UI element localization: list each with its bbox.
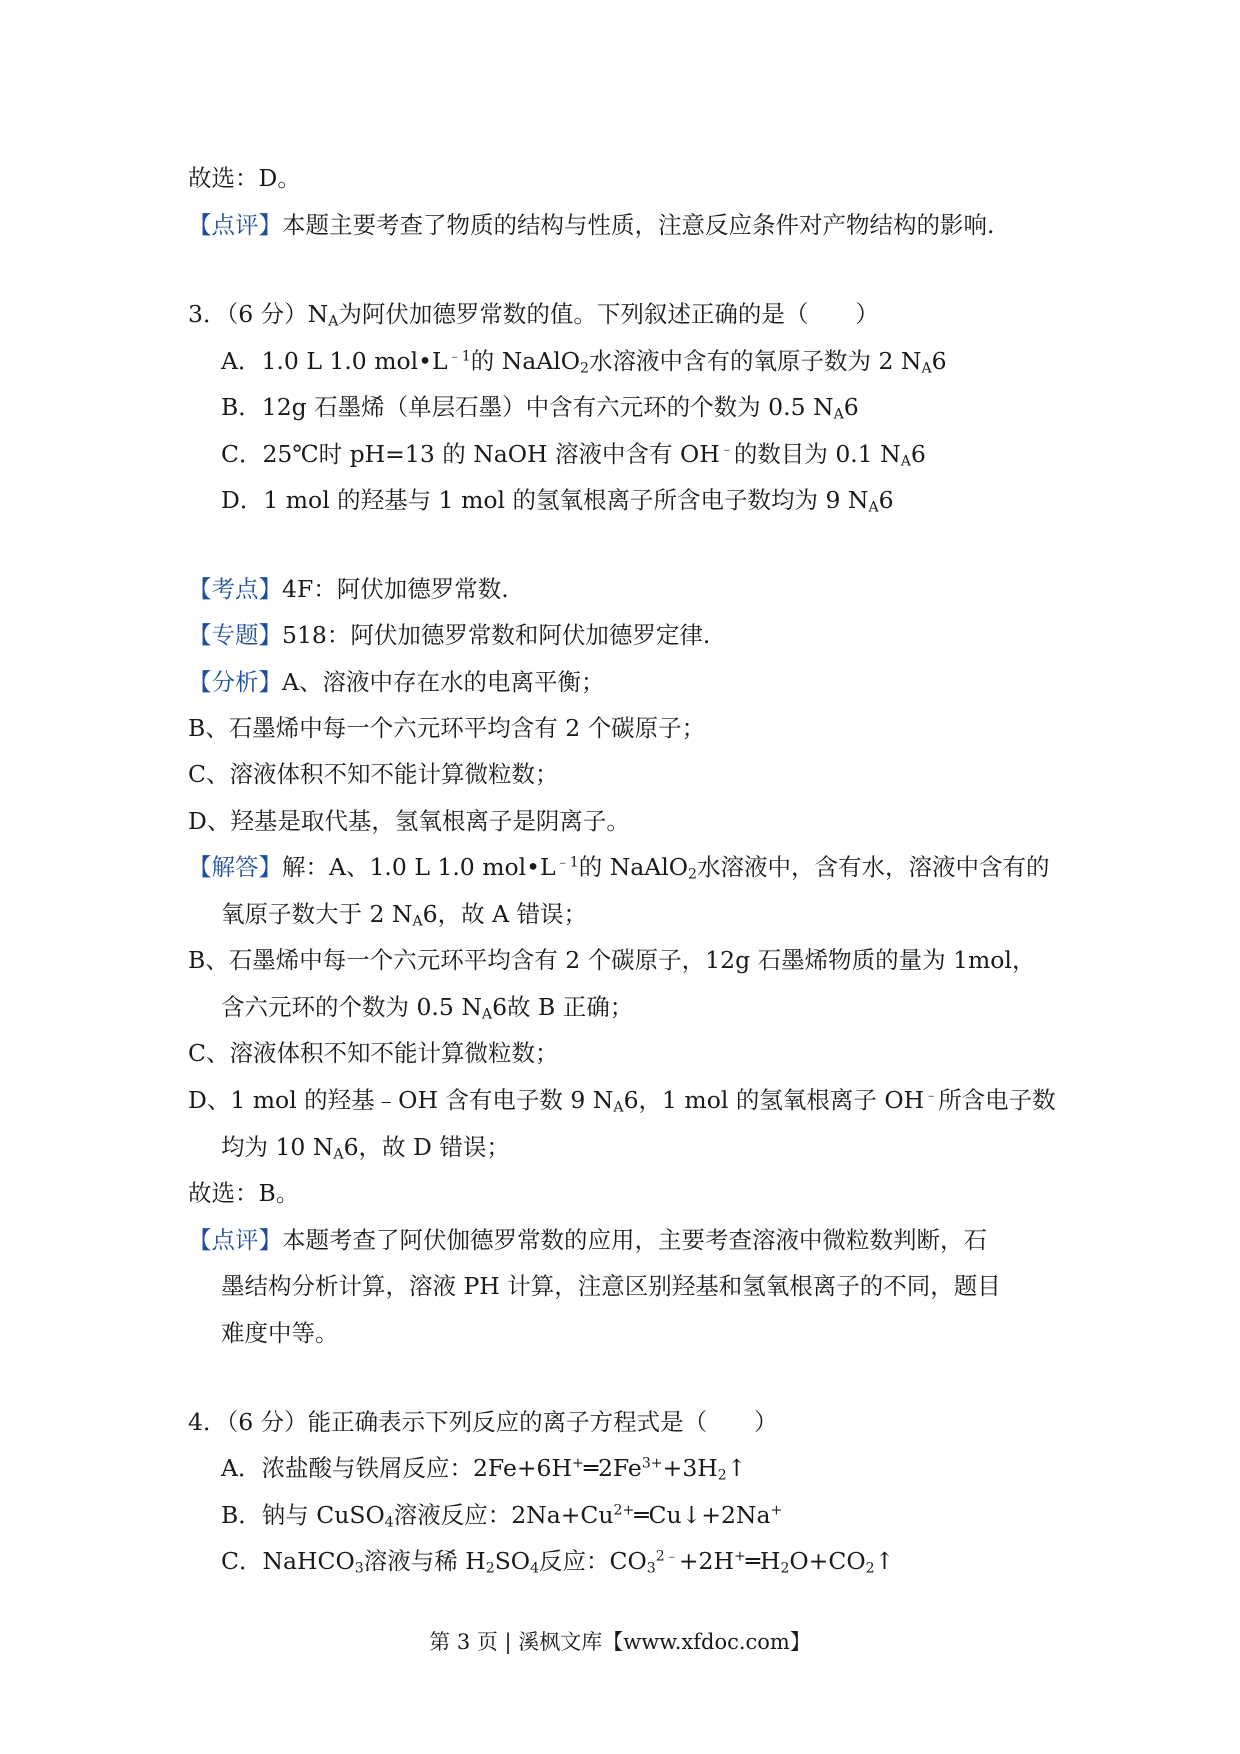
page-footer: 第 3 页 | 溪枫文库【www.xfdoc.com】 (429, 1630, 811, 1654)
analysis-line: 【分析】A、溶液中存在水的电离平衡； (188, 668, 605, 696)
tag-label: 【解答】 (188, 853, 282, 881)
analysis-line: B、石墨烯中每一个六元环平均含有 2 个碳原子； (188, 714, 706, 742)
question-3-option-c: C．25℃时 pH=13 的 NaOH 溶液中含有 OH﹣的数目为 0.1 $N_A6$ (221, 440, 926, 470)
question-3-option-a: A．1.0 L 1.0 $mol•L^{﹣1}$的 NaAlO$_2$水溶液中含有的氧原子数为 2 $N_A6$ (221, 347, 947, 377)
solution-line: 均为 10 $N_A6$，故 D 错误； (221, 1133, 510, 1163)
topic-line: 【考点】4F：阿伏加德罗常数. (188, 575, 509, 603)
answer-line: 故选：D。 (188, 164, 301, 192)
subject-line: 【专题】518：阿伏加德罗常数和阿伏加德罗定律. (188, 621, 711, 649)
solution-line: B、石墨烯中每一个六元环平均含有 2 个碳原子，12g 石墨烯物质的量为 1mol， (188, 946, 1036, 974)
comment-line: 难度中等。 (221, 1319, 339, 1347)
question-4-option-b: B．钠与 CuSO$_4$溶液反应：$2Na+Cu^{2+}═Cu↓+2Na^+$ (221, 1501, 783, 1531)
tag-label: 【考点】 (188, 575, 282, 603)
solution-line: 氧原子数大于 2 $N_A6$，故 A 错误； (221, 900, 588, 930)
solution-line: D、1 mol 的羟基﹣OH 含有电子数 9 $N_A6$，1 mol 的氢氧根离子 OH﹣所含电子数 (188, 1086, 1056, 1116)
question-4-option-a: A．浓盐酸与铁屑反应：$2Fe+6H^+═2Fe^{3+}+3H_2↑$ (221, 1454, 747, 1484)
question-3-option-d: D．1 mol 的羟基与 1 mol 的氢氧根离子所含电子数均为 9 $N_A6$ (221, 486, 894, 516)
question-4-stem: 4．（6 分）能正确表示下列反应的离子方程式是（ ） (188, 1408, 778, 1436)
question-3-option-b: B．12g 石墨烯（单层石墨）中含有六元环的个数为 0.5 $N_A6$ (221, 393, 859, 423)
solution-line: C、溶液体积不知不能计算微粒数； (188, 1039, 559, 1067)
analysis-line: C、溶液体积不知不能计算微粒数； (188, 760, 559, 788)
comment-line: 【点评】本题主要考查了物质的结构与性质，注意反应条件对产物结构的影响. (188, 211, 995, 239)
analysis-line: D、羟基是取代基，氢氧根离子是阴离子。 (188, 807, 630, 835)
solution-line: 含六元环的个数为 0.5 $N_A6$故 B 正确； (221, 993, 634, 1023)
comment-line: 墨结构分析计算，溶液 PH 计算，注意区别羟基和氢氧根离子的不同，题目 (221, 1272, 1001, 1300)
question-3-stem: 3．（6 分）$N_A$为阿伏加德罗常数的值。下列叙述正确的是（ ） (188, 300, 879, 330)
question-4-option-c: C．NaHCO$_3$溶液与稀 $H_2SO_4$反应：$CO_3^{2﹣}+2H^+═H_2O+CO_2↑$ (221, 1547, 895, 1577)
tag-label: 【分析】 (188, 668, 282, 696)
tag-label: 【点评】 (188, 211, 282, 239)
answer-line: 故选：B。 (188, 1179, 300, 1207)
solution-line: 【解答】解：A、1.0 L 1.0 $mol•L^{﹣1}$的 NaAlO$_2$水溶液中，含有水，溶液中含有的 (188, 853, 1050, 883)
tag-label: 【点评】 (188, 1226, 282, 1254)
comment-line: 【点评】本题考查了阿伏伽德罗常数的应用，主要考查溶液中微粒数判断，石 (188, 1226, 987, 1254)
tag-label: 【专题】 (188, 621, 282, 649)
